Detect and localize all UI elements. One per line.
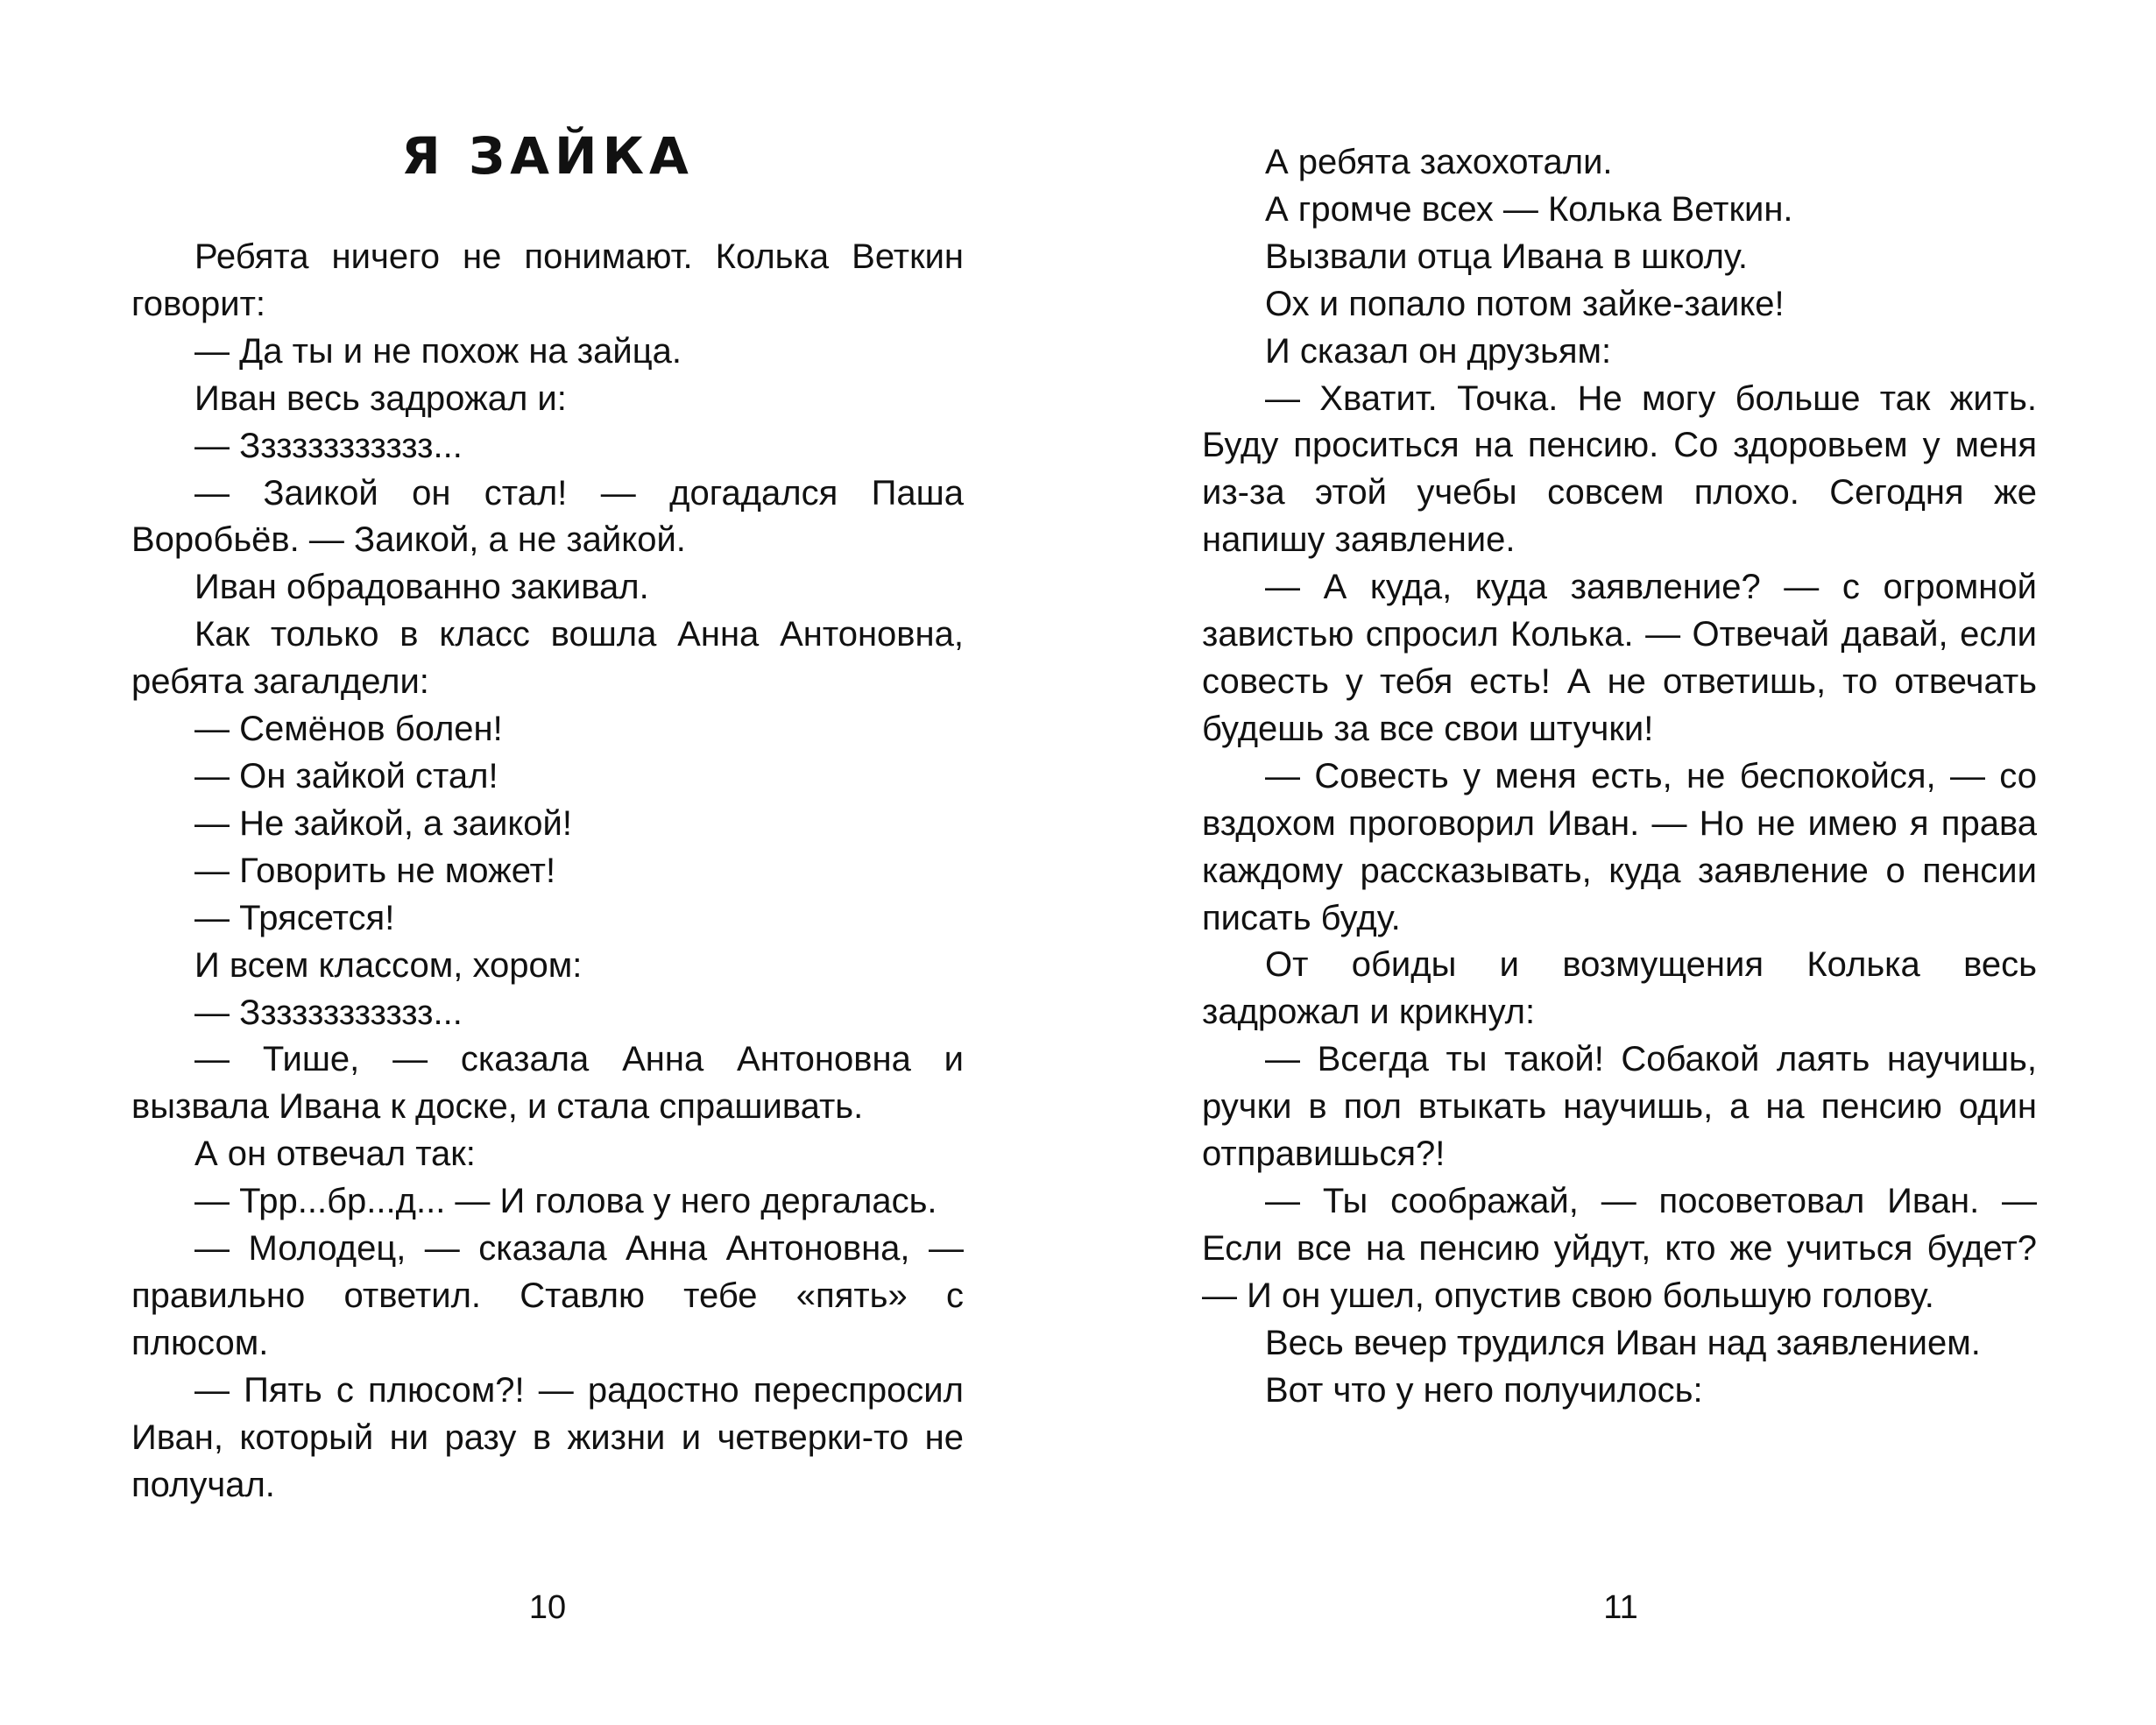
paragraph: — Трр...бр...д... — И голова у него дергалась. (194, 1182, 937, 1221)
page-number: 10 (528, 1589, 567, 1626)
paragraph: — Зззззззззззз... (194, 426, 463, 465)
paragraph: Ребята ничего не понимают. Колька Веткин говорит: (131, 237, 964, 323)
paragraph: — Не зайкой, а заикой! (194, 803, 572, 843)
paragraph: — Хватит. Точка. Не могу больше так жить. Буду проситься на пенсию. Со здоровьем у меня из-за этой учебы совсем плохо. Сегодня же напишу заявление. (1202, 378, 2037, 560)
paragraph: — Трясется! (194, 898, 395, 937)
paragraph: Ох и попало потом зайке-заике! (1265, 284, 1785, 323)
paragraph: — Ты соображай, — посоветовал Иван. — Если все на пенсию уйдут, кто же учиться будет? — И он ушел, опустив свою большую голову. (1202, 1181, 2037, 1315)
right-page-text (1202, 139, 2037, 1414)
page-number: 11 (1603, 1589, 1638, 1626)
paragraph: — А куда, куда заявление? — с огромной завистью спросил Колька. — Отвечай давай, если совесть у тебя есть! А не ответишь, то отвечать будешь за все свои штучки! (1202, 568, 2037, 748)
paragraph: Вызвали отца Ивана в школу. (1265, 237, 1749, 276)
paragraph: От обиды и возмущения Колька весь задрожал и крикнул: (1202, 945, 2037, 1032)
left-page-text (131, 234, 964, 1509)
paragraph: А он отвечал так: (194, 1135, 476, 1174)
paragraph: — Пять с плюсом?! — радостно переспросил Иван, который ни разу в жизни и четверки-то не получал. (131, 1370, 964, 1504)
paragraph: И всем классом, хором: (194, 945, 583, 985)
right-page (1078, 0, 2156, 1725)
paragraph: — Молодец, — сказала Анна Антоновна, — правильно ответил. Ставлю тебе «пять» с плюсом. (131, 1229, 964, 1362)
paragraph: — Совесть у меня есть, не беспокойся, — со вздохом проговорил Иван. — Но не имею я права каждому рассказывать, куда заявление о пенсии писать буду. (1202, 756, 2037, 937)
paragraph: Иван обрадованно закивал. (194, 568, 649, 607)
paragraph: Весь вечер трудился Иван над заявлением. (1265, 1323, 1981, 1362)
paragraph: — Всегда ты такой! Собакой лаять научишь, ручки в пол втыкать научишь, а на пенсию один отправишься?! (1202, 1040, 2037, 1174)
paragraph: Вот что у него получилось: (1265, 1370, 1703, 1410)
paragraph: И сказал он друзьям: (1265, 331, 1612, 371)
paragraph: А громче всех — Колька Веткин. (1265, 189, 1793, 229)
paragraph: — Заикой он стал! — догадался Паша Воробьёв. — Заикой, а не зайкой. (131, 473, 964, 560)
paragraph: — Он зайкой стал! (194, 756, 498, 795)
paragraph: — Зззззззззззз... (194, 993, 463, 1032)
paragraph: — Тише, — сказала Анна Антоновна и вызвала Ивана к доске, и стала спрашивать. (131, 1040, 964, 1127)
paragraph: Как только в класс вошла Анна Антоновна, ребята загалдели: (131, 615, 964, 702)
paragraph: А ребята захохотали. (1265, 143, 1613, 181)
paragraph: — Семёнов болен! (194, 710, 503, 749)
paragraph: — Да ты и не похож на зайца. (194, 331, 682, 371)
paragraph: Иван весь задрожал и: (194, 378, 567, 418)
paragraph: — Говорить не может! (194, 851, 556, 890)
chapter-title: Я ЗАЙКА (401, 126, 694, 186)
